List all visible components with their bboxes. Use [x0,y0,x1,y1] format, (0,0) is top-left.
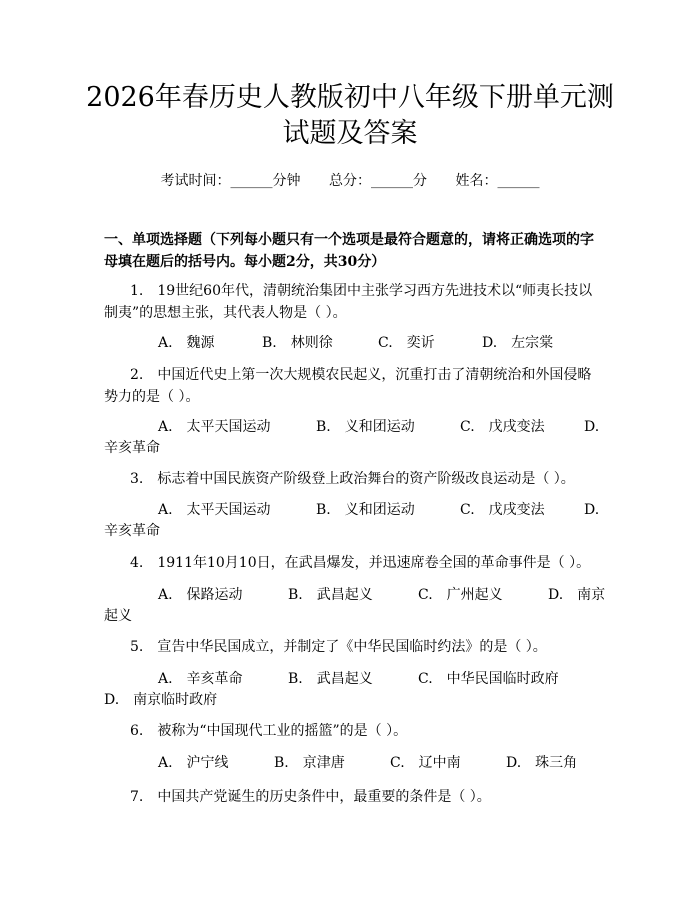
q2-option-d-text: 辛亥革命 [104,440,160,456]
section-heading: 一、单项选择题（下列每小题只有一个选项是最符合题意的，请将正确选项的字母填在题后的括号内。每小题2分，共30分） [104,232,594,270]
q3-option-b: B. 义和团运动 [316,502,415,518]
q4-option-c: C. 广州起义 [418,587,503,603]
q2-option-b: B. 义和团运动 [316,419,415,435]
q1-option-b: B. 林则徐 [262,335,333,351]
student-name: 姓名：______ [455,173,540,189]
question-4: 4. 1911年10月10日，在武昌爆发，并迅速席卷全国的革命事件是（ ）。 [130,555,591,571]
q1-option-d: D. 左宗棠 [482,335,554,351]
q3-option-d-text: 辛亥革命 [104,523,160,539]
q5-option-a: A. 辛亥革命 [158,671,243,687]
q4-option-a: A. 保路运动 [158,587,243,603]
question-1: 1. 19世纪60年代，清朝统治集团中主张学习西方先进技术以“师夷长技以制夷”的思想主张，其代表人物是（ ）。 [104,283,593,321]
title-line-2: 试题及答案 [282,118,418,149]
q5-option-d: D. 南京临时政府 [104,692,218,708]
exam-time: 考试时间：______分钟 [160,173,301,189]
question-6: 6. 被称为“中国现代工业的摇篮”的是（ ）。 [130,723,408,739]
q2-option-a: A. 太平天国运动 [158,419,271,435]
q2-option-c: C. 戊戌变法 [460,419,545,435]
q6-option-a: A. 沪宁线 [158,755,229,771]
q4-option-d: D. 南京 [548,587,606,603]
question-5: 5. 宣告中华民国成立，并制定了《中华民国临时约法》的是（ ）。 [130,639,547,655]
q3-option-d: D. [584,502,600,518]
question-2: 2. 中国近代史上第一次大规模农民起义，沉重打击了清朝统治和外国侵略势力的是（ ）。 [104,367,592,405]
q4-option-b: B. 武昌起义 [288,587,373,603]
question-3: 3. 标志着中国民族资产阶级登上政治舞台的资产阶级改良运动是（ ）。 [130,471,575,487]
q3-option-a: A. 太平天国运动 [158,502,271,518]
title-line-1: 2026年春历史人教版初中八年级下册单元测 [86,82,614,113]
q6-option-c: C. 辽中南 [390,755,461,771]
q2-option-d: D. [584,419,600,435]
q6-option-d: D. 珠三角 [506,755,578,771]
q1-option-a: A. 魏源 [158,335,215,351]
exam-title [80,80,620,152]
q5-option-b: B. 武昌起义 [288,671,373,687]
total-score: 总分：______分 [329,173,427,189]
q5-option-c: C. 中华民国临时政府 [418,671,559,687]
q6-option-b: B. 京津唐 [274,755,345,771]
q1-option-c: C. 奕䜣 [378,335,435,351]
exam-meta [0,170,700,190]
q3-option-c: C. 戊戌变法 [460,502,545,518]
question-7: 7. 中国共产党诞生的历史条件中，最重要的条件是（ ）。 [130,789,491,805]
q4-option-d-text: 起义 [104,608,132,624]
